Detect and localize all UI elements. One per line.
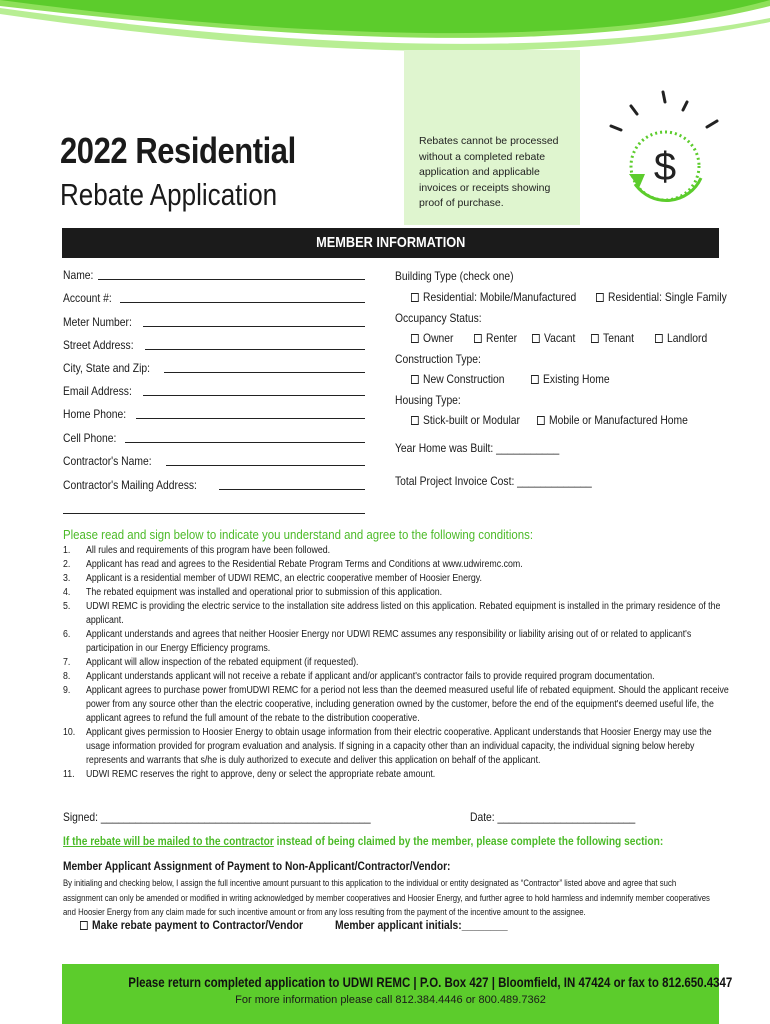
- footer-bar: [62, 964, 733, 1024]
- contractor-address-line2[interactable]: [63, 500, 365, 516]
- checkbox[interactable]: [411, 334, 419, 343]
- checkbox[interactable]: [411, 293, 419, 302]
- checkbox[interactable]: [411, 416, 419, 425]
- meter-number-field[interactable]: Meter Number:: [63, 313, 365, 329]
- occupancy-status-label: Occupancy Status:: [395, 311, 482, 325]
- invoice-cost-field[interactable]: Total Project Invoice Cost: _____________: [395, 474, 592, 488]
- checkbox[interactable]: [80, 921, 88, 930]
- account-number-field[interactable]: Account #:: [63, 289, 365, 305]
- occupancy-option-landlord[interactable]: Landlord: [655, 331, 707, 345]
- condition-item: 4. The rebated equipment was installed and operational prior to submission of this application.: [63, 587, 443, 598]
- condition-item: 9. Applicant agrees to purchase power fromUDWI REMC for a period not less than the deemed measured useful life of rebated equipment. Should the applicant receive power from any source other than the electric cooperative, including generation owned by the customer, before the end of the equipment's deemed useful life, the applicant agrees to refund the full amount of the rebate to the distribution cooperative.: [63, 685, 729, 724]
- checkbox[interactable]: [411, 375, 419, 384]
- cell-phone-field[interactable]: Cell Phone:: [63, 429, 365, 445]
- contractor-address-field[interactable]: Contractor's Mailing Address:: [63, 476, 365, 492]
- assignment-text: By initialing and checking below, I assign the full incentive amount pursuant to this application to the individual or entity designated as “Contractor” listed above and agree that such assignment can only be amended or modified in writing acknowledged by member cooperatives and Hoosier Energy, and further agree to hold harmless and indemnify member cooperatives and Hoosier Energy from any claim made for such incentive amount or from any loss resulting from the payment of the incentive amount to the assignee.: [63, 878, 710, 917]
- condition-item: 8. Applicant understands applicant will not receive a rebate if applicant and/or applicant's contractor fails to provide required program documentation.: [63, 671, 655, 682]
- initials-field[interactable]: Member applicant initials:________: [335, 918, 508, 932]
- condition-item: 11. UDWI REMC reserves the right to approve, deny or select the appropriate rebate amount.: [63, 769, 436, 780]
- condition-item: 3. Applicant is a residential member of UDWI REMC, an electric cooperative member of Hoosier Energy.: [63, 573, 482, 584]
- assignment-heading: Member Applicant Assignment of Payment to Non-Applicant/Contractor/Vendor:: [63, 859, 451, 873]
- construction-option-existing[interactable]: Existing Home: [531, 372, 610, 386]
- checkbox[interactable]: [596, 293, 604, 302]
- construction-option-new[interactable]: New Construction: [411, 372, 504, 386]
- condition-item: 2. Applicant has read and agrees to the Residential Rebate Program Terms and Conditions at www.udwiremc.com.: [63, 559, 523, 570]
- member-information-header: MEMBER INFORMATION: [62, 228, 719, 258]
- conditions-list: [63, 544, 770, 782]
- rebate-callout: [404, 50, 580, 225]
- contact-info: For more information please call 812.384.4446 or 800.489.7362: [235, 994, 546, 1006]
- home-phone-field[interactable]: Home Phone:: [63, 405, 365, 421]
- checkbox[interactable]: [591, 334, 599, 343]
- checkbox[interactable]: [537, 416, 545, 425]
- checkbox[interactable]: [474, 334, 482, 343]
- year-built-field[interactable]: Year Home was Built: ___________: [395, 441, 560, 455]
- svg-text:$: $: [653, 145, 677, 189]
- checkbox[interactable]: [655, 334, 663, 343]
- condition-item: 10. Applicant gives permission to Hoosier Energy to obtain usage information from their electric cooperative. Applicant understands that Hoosier Energy may use the usage information provided for program evaluation and analysis. If signing in a capacity other than an individual capacity, the individual signing below hereby represents and warrants that s/he is duly authorized to execute and deliver this application on behalf of the applicant.: [63, 727, 712, 766]
- header-swoosh: [0, 0, 770, 80]
- date-field[interactable]: Date: ________________________: [470, 810, 636, 824]
- condition-item: 6. Applicant understands and agrees that neither Hoosier Energy nor UDWI REMC assumes any responsibility or liability arising out of or related to applicant's participation in our Energy Efficiency programs.: [63, 629, 692, 654]
- condition-item: 7. Applicant will allow inspection of the rebated equipment (if requested).: [63, 657, 359, 668]
- signature-field[interactable]: Signed: _______________________________________________: [63, 810, 371, 824]
- housing-type-label: Housing Type:: [395, 393, 461, 407]
- occupancy-option-tenant[interactable]: Tenant: [591, 331, 634, 345]
- occupancy-option-renter[interactable]: Renter: [474, 331, 517, 345]
- building-option-single-family[interactable]: Residential: Single Family: [596, 290, 727, 304]
- housing-option-stick-built[interactable]: Stick-built or Modular: [411, 413, 520, 427]
- callout-text: Rebates cannot be processed without a completed rebate application and applicable invoices or receipts showing proof of purchase.: [419, 135, 559, 209]
- housing-option-mobile[interactable]: Mobile or Manufactured Home: [537, 413, 688, 427]
- occupancy-option-vacant[interactable]: Vacant: [532, 331, 575, 345]
- condition-item: 1. All rules and requirements of this program have been followed.: [63, 545, 331, 556]
- building-option-mobile[interactable]: Residential: Mobile/Manufactured: [411, 290, 576, 304]
- agreement-heading: Please read and sign below to indicate you understand and agree to the following conditions:: [63, 527, 534, 542]
- street-address-field[interactable]: Street Address:: [63, 336, 365, 352]
- contractor-name-field[interactable]: Contractor's Name:: [63, 452, 365, 468]
- checkbox[interactable]: [531, 375, 539, 384]
- return-instructions: Please return completed application to UDWI REMC | P.O. Box 427 | Bloomfield, IN 47424 or fax to 812.650.4347: [128, 974, 733, 990]
- email-field[interactable]: Email Address:: [63, 382, 365, 398]
- construction-type-label: Construction Type:: [395, 352, 481, 366]
- condition-item: 5. UDWI REMC is providing the electric service to the installation site address listed on this application. Rebated equipment is installed in the primary residence of the applicant.: [63, 601, 721, 626]
- city-state-zip-field[interactable]: City, State and Zip:: [63, 359, 365, 375]
- name-field[interactable]: Name:: [63, 266, 365, 282]
- checkbox[interactable]: [532, 334, 540, 343]
- page-title: 2022 Residential: [60, 130, 296, 171]
- page-subtitle: Rebate Application: [60, 177, 278, 212]
- building-type-label: Building Type (check one): [395, 269, 514, 283]
- contractor-mail-notice: If the rebate will be mailed to the contractor instead of being claimed by the member, please complete the following section:: [63, 834, 664, 848]
- dollar-rebate-icon: [605, 88, 730, 218]
- occupancy-option-owner[interactable]: Owner: [411, 331, 453, 345]
- make-payment-option[interactable]: Make rebate payment to Contractor/Vendor: [80, 918, 303, 932]
